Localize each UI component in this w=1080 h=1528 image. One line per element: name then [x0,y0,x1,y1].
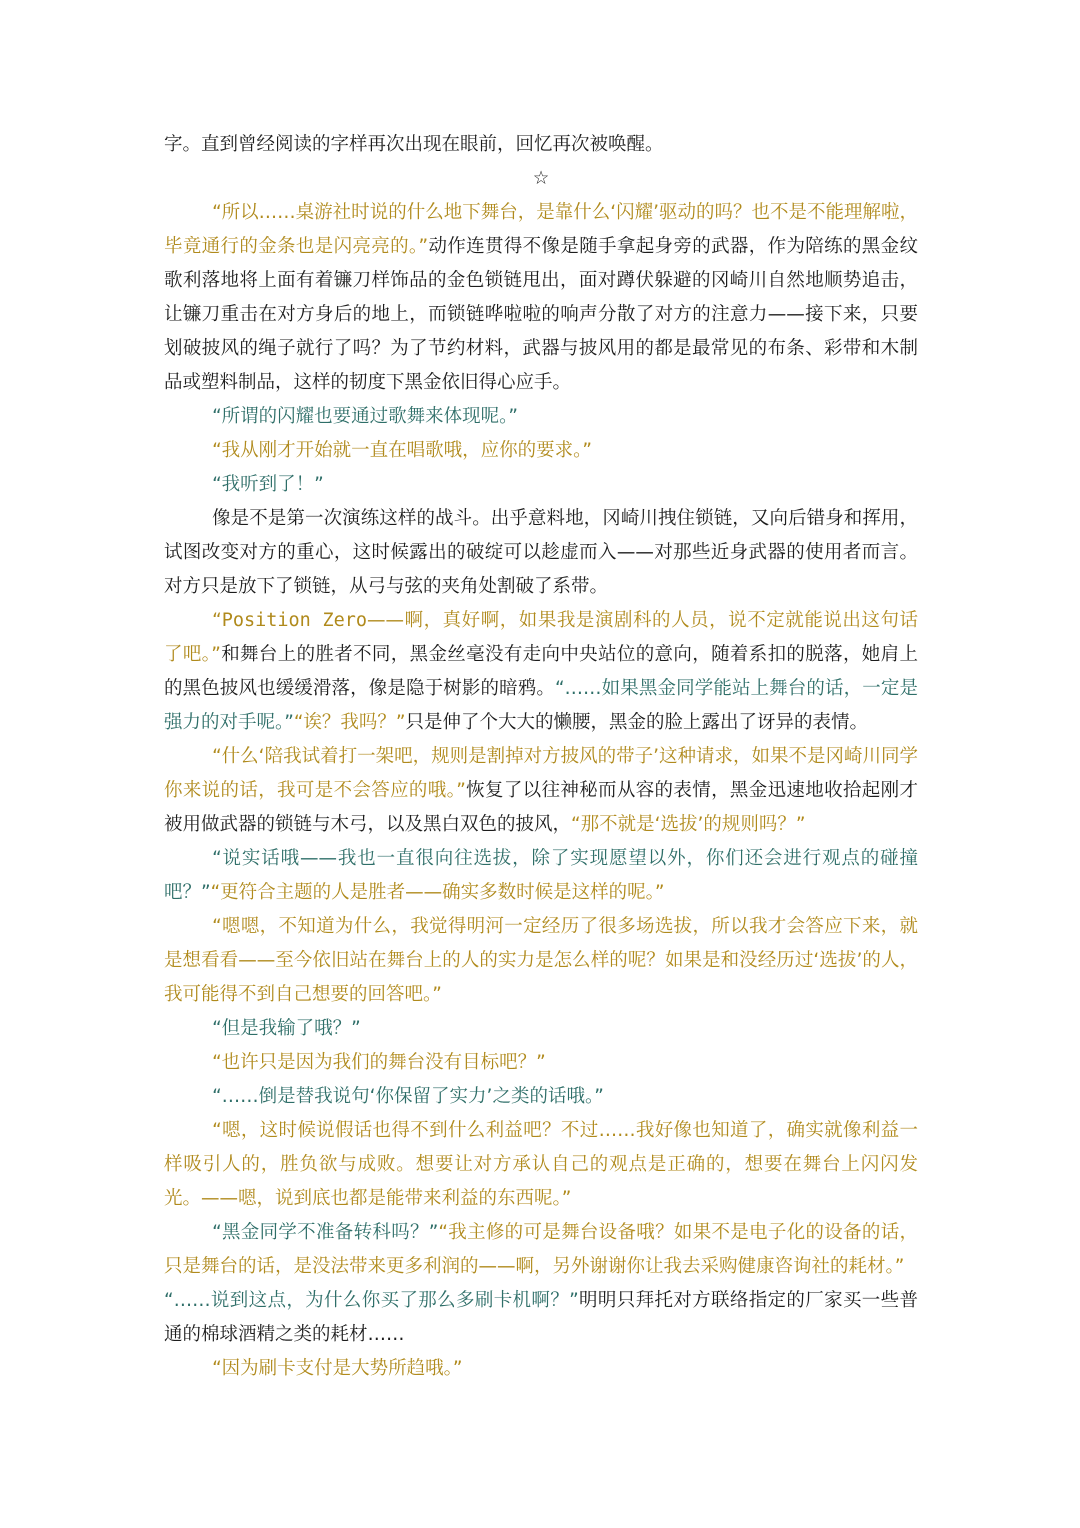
narration-text: 和舞台上的胜者不同，黑金丝毫没有走向中央站位的意向，随着系扣的脱落，她肩上的黑色披风也缓缓滑落，像是隐于树影的暗鸦。 [164,644,918,699]
narration-text: 恢复了以往神秘而从容的表情，黑金迅速地收拾起刚才被用做武器的锁链与木弓，以及黑白双色的披风， [164,780,918,835]
dialogue-text: “更符合主题的人是胜者——确实多数时候是这样的呢。” [210,882,665,903]
paragraph [164,1046,918,1080]
paragraph [164,842,918,910]
dialogue-text: “嗯嗯，不知道为什么，我觉得明河一定经历了很多场选拔，所以我才会答应下来，就是想看看——至今依旧站在舞台上的人的实力是怎么样的呢？如果是和没经历过‘选拔’的人，我可能得不到自己想要的回答吧。” [164,916,918,1005]
narration-text: 动作连贯得不像是随手拿起身旁的武器，作为陪练的黑金纹歌利落地将上面有着镰刀样饰品的金色锁链甩出，面对蹲伏躲避的冈崎川自然地顺势追击，让镰刀重击在对方身后的地上，而锁链哗啦啦的响声分散了对方的注意力——接下来，只要划破披风的绳子就行了吗？为了节约材料，武器与披风用的都是最常见的布条、彩带和木制品或塑料制品，这样的韧度下黑金依旧得心应手。 [164,236,918,393]
paragraph [164,400,918,434]
paragraph [164,910,918,1012]
dialogue-text: “什么‘陪我试着打一架吧，规则是割掉对方披风的带子’这种请求，如果不是冈崎川同学你来说的话，我可是不会答应的哦。” [164,746,918,801]
dialogue-text: “我从刚才开始就一直在唱歌哦，应你的要求。” [212,440,593,461]
dialogue-text: “所以……桌游社时说的什么地下舞台，是靠什么‘闪耀’驱动的吗？也不是不能理解啦，毕竟通行的金条也是闪亮亮的。” [164,202,918,257]
narration-text: 明明只拜托对方联络指定的厂家买一些普通的棉球酒精之类的耗材…… [164,1290,918,1345]
dialogue-text: “所谓的闪耀也要通过歌舞来体现呢。” [212,406,519,427]
dialogue-text: “但是我输了哦？” [212,1018,361,1039]
section-break-star [164,162,918,196]
dialogue-text: “我听到了！” [212,474,324,495]
paragraph [164,1080,918,1114]
dialogue-text: Position Zero [221,610,368,631]
paragraph [164,1352,918,1386]
paragraph [164,468,918,502]
dialogue-text: “说实话哦——我也一直很向往选拔，除了实现愿望以外，你们还会进行观点的碰撞吧？” [164,848,918,903]
dialogue-text: “我主修的可是舞台设备哦？如果不是电子化的设备的话，只是舞台的话，是没法带来更多利润的——啊，另外谢谢你让我去采购健康咨询社的耗材。” [164,1222,919,1277]
dialogue-text: ——啊，真好啊，如果我是演剧科的人员，说不定就能说出这句话了吧。” [164,610,918,665]
narration-text: ☆ [532,168,550,189]
paragraph [164,1114,918,1216]
paragraph [164,128,918,162]
dialogue-text: “那不就是‘选拔’的规则吗？” [571,814,806,835]
paragraph [164,1216,918,1284]
dialogue-text: “……倒是替我说句‘你保留了实力’之类的话哦。” [212,1086,604,1107]
narration-text: 只是伸了个大大的懒腰，黑金的脸上露出了讶异的表情。 [405,712,869,733]
paragraph [164,1012,918,1046]
dialogue-text: “嗯，这时候说假话也得不到什么利益吧？不过……我好像也知道了，确实就像利益一样吸引人的，胜负欲与成败。想要让对方承认自己的观点是正确的，想要在舞台上闪闪发光。——嗯，说到底也都是能带来利益的东西呢。” [164,1120,918,1209]
paragraph [164,196,918,400]
dialogue-text: “黑金同学不准备转科吗？” [212,1222,439,1243]
paragraph [164,434,918,468]
dialogue-text: “ [212,610,222,631]
paragraph [164,1284,918,1352]
dialogue-text: “因为刷卡支付是大势所趋哦。” [212,1358,463,1379]
paragraph [164,604,918,740]
narration-text: 像是不是第一次演练这样的战斗。出乎意料地，冈崎川拽住锁链，又向后错身和挥用，试图改变对方的重心，这时候露出的破绽可以趁虚而入——对那些近身武器的使用者而言。对方只是放下了锁链，从弓与弦的夹角处割破了系带。 [164,508,918,597]
body-text [164,128,918,1386]
dialogue-text: “也许只是因为我们的舞台没有目标吧？” [212,1052,546,1073]
dialogue-text: “诶？我吗？” [293,712,406,733]
narration-text: 字。直到曾经阅读的字样再次出现在眼前，回忆再次被唤醒。 [164,134,664,155]
dialogue-text: “……如果黑金同学能站上舞台的话，一定是强力的对手呢。” [164,678,918,733]
paragraph [164,740,918,842]
paragraph [164,502,918,604]
dialogue-text: “……说到这点，为什么你买了那么多刷卡机啊？” [164,1290,579,1311]
